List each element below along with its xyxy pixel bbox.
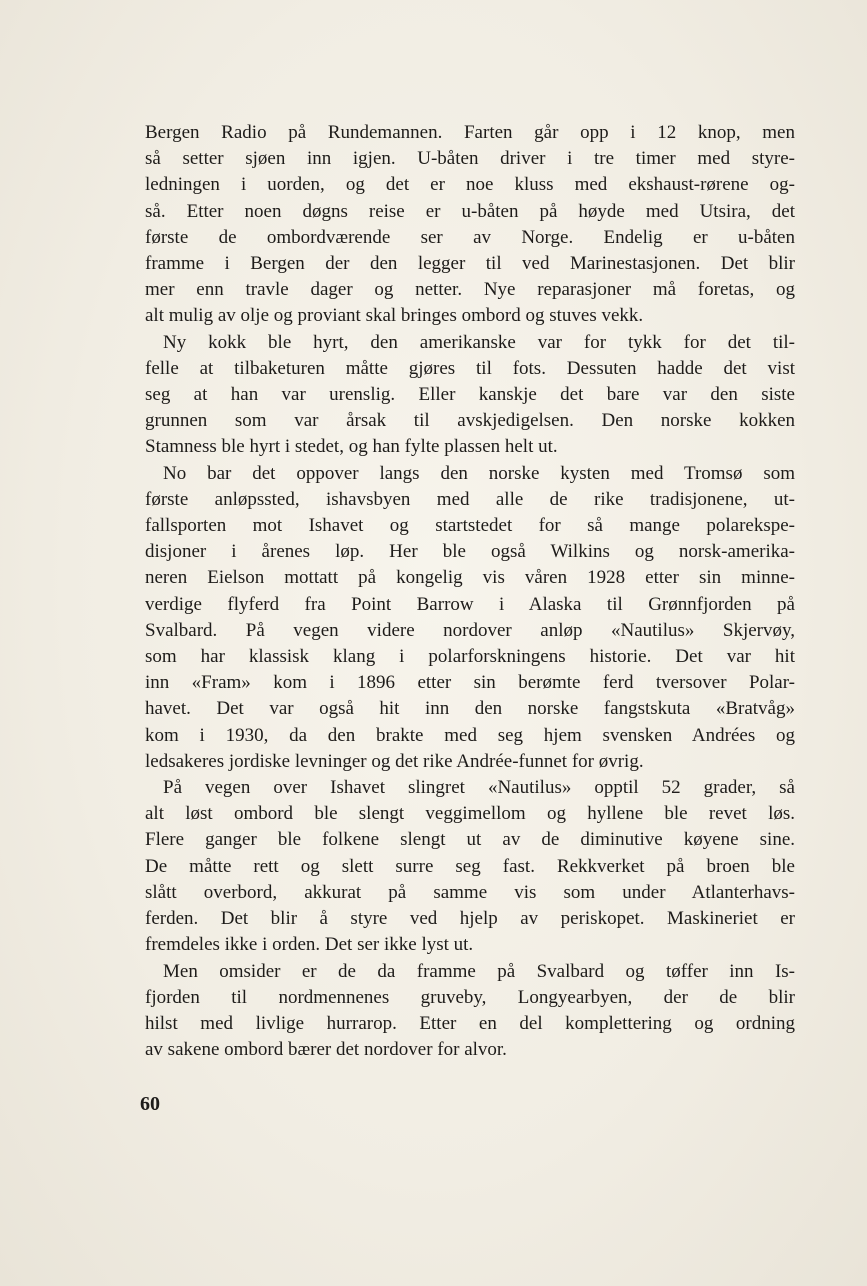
text-line: alt løst ombord ble slengt veggimellom og hyllene ble revet løs. (145, 803, 795, 825)
text-line: framme i Bergen der den legger til ved Marinestasjonen. Det blir (145, 253, 795, 275)
text-line: På vegen over Ishavet slingret «Nautilus» opptil 52 grader, så (163, 777, 795, 799)
paragraph (145, 959, 795, 1064)
text-line: så. Etter noen døgns reise er u-båten på høyde med Utsira, det (145, 200, 795, 222)
text-line: Svalbard. På vegen videre nordover anløp «Nautilus» Skjervøy, (145, 619, 795, 641)
text-line: grunnen som var årsak til avskjedigelsen. Den norske kokken (145, 410, 795, 432)
text-line: verdige flyferd fra Point Barrow i Alaska til Grønnfjorden på (145, 593, 795, 615)
text-line: Men omsider er de da framme på Svalbard og tøffer inn Is- (163, 960, 795, 982)
text-line: De måtte rett og slett surre seg fast. Rekkverket på broen ble (145, 855, 795, 877)
text-line: slått overbord, akkurat på samme vis som under Atlanterhavs- (145, 881, 795, 903)
text-line: havet. Det var også hit inn den norske fangstskuta «Bratvåg» (145, 698, 795, 720)
text-line: av sakene ombord bærer det nordover for alvor. (145, 1039, 507, 1061)
paragraph (145, 775, 795, 958)
text-line: første anløpssted, ishavsbyen med alle de rike tradisjonene, ut- (145, 488, 795, 510)
text-line: ledningen i uorden, og det er noe kluss med ekshaust-rørene og- (145, 174, 795, 196)
text-line: mer enn travle dager og netter. Nye reparasjoner må foretas, og (145, 279, 795, 301)
text-line: alt mulig av olje og proviant skal bringes ombord og stuves vekk. (145, 305, 644, 327)
text-line: fallsporten mot Ishavet og startstedet for så mange polarekspe- (145, 515, 795, 537)
text-line: hilst med livlige hurrarop. Etter en del komplettering og ordning (145, 1012, 795, 1034)
text-line: inn «Fram» kom i 1896 etter sin berømte ferd tversover Polar- (145, 672, 795, 694)
paragraph (145, 330, 795, 461)
paragraph (145, 120, 795, 330)
text-line: Stamness ble hyrt i stedet, og han fylte plassen helt ut. (145, 436, 558, 458)
text-line: så setter sjøen inn igjen. U-båten driver i tre timer med styre- (145, 148, 795, 170)
text-line: første de ombordværende ser av Norge. Endelig er u-båten (145, 226, 795, 248)
text-line: No bar det oppover langs den norske kysten med Tromsø som (163, 462, 795, 484)
text-line: Bergen Radio på Rundemannen. Farten går opp i 12 knop, men (145, 122, 795, 143)
text-line: disjoner i årenes løp. Her ble også Wilkins og norsk-amerika- (145, 541, 795, 563)
text-line: felle at tilbaketuren måtte gjøres til fots. Dessuten hadde det vist (145, 357, 795, 379)
page-number: 60 (140, 1093, 160, 1115)
text-line: kom i 1930, da den brakte med seg hjem svensken Andrées og (145, 724, 795, 746)
text-line: fremdeles ikke i orden. Det ser ikke lyst ut. (145, 934, 474, 956)
text-line: neren Eielson mottatt på kongelig vis våren 1928 etter sin minne- (145, 567, 795, 589)
text-line: Ny kokk ble hyrt, den amerikanske var for tykk for det til- (163, 331, 795, 353)
body-text (145, 120, 795, 1063)
text-line: ledsakeres jordiske levninger og det rike Andrée-funnet for øvrig. (145, 750, 644, 772)
paragraph (145, 461, 795, 775)
text-line: ferden. Det blir å styre ved hjelp av periskopet. Maskineriet er (145, 908, 795, 930)
text-line: Flere ganger ble folkene slengt ut av de diminutive køyene sine. (145, 829, 795, 851)
text-line: som har klassisk klang i polarforskningens historie. Det var hit (145, 646, 795, 668)
text-line: seg at han var urenslig. Eller kanskje det bare var den siste (145, 384, 795, 406)
text-line: fjorden til nordmennenes gruveby, Longyearbyen, der de blir (145, 986, 795, 1008)
